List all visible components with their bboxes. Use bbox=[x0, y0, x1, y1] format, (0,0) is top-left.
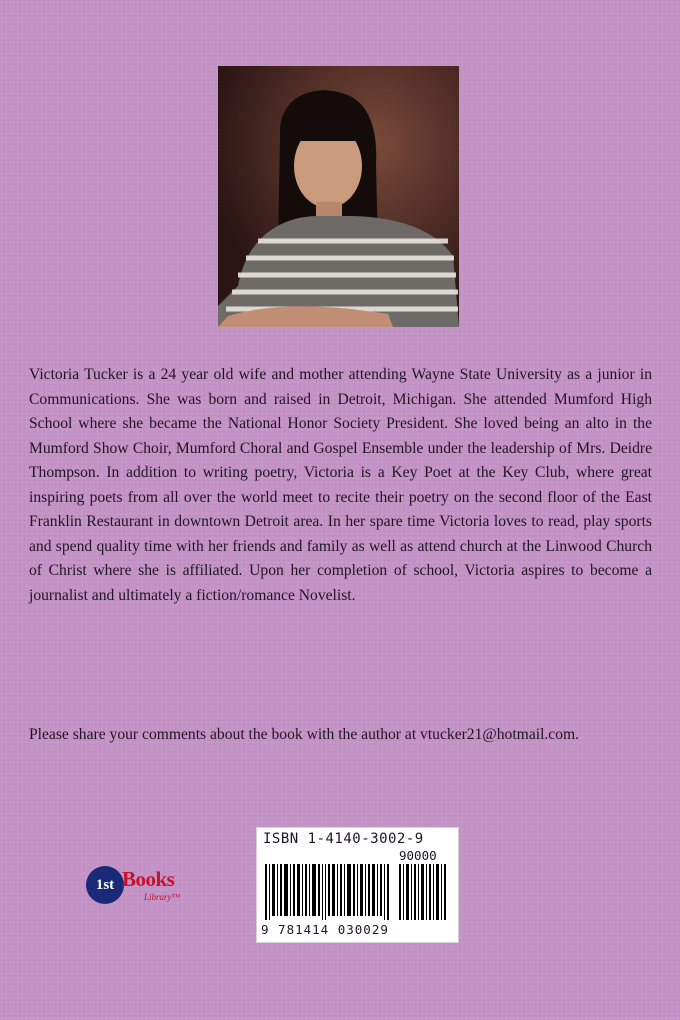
isbn-barcode bbox=[256, 827, 459, 943]
publisher-badge: 1st bbox=[86, 866, 124, 904]
ean-barcode-bars bbox=[265, 864, 393, 920]
publisher-logo bbox=[86, 864, 196, 908]
price-barcode-bars bbox=[397, 864, 451, 920]
contact-note: Please share your comments about the book with the author at vtucker21@hotmail.com. bbox=[29, 726, 580, 743]
publisher-subtitle: Library™ bbox=[144, 892, 181, 902]
author-photo bbox=[218, 66, 459, 327]
author-bio: Victoria Tucker is a 24 year old wife and mother attending Wayne State University as a junior in Communications. She was born and raised in Detroit, Michigan. She attended Mumford High School where she became the National Honor Society President. She loved being an alto in the Mumford Show Choir, Mumford Choral and Gospel Ensemble under the leadership of Mrs. Deidre Thompson. In addition to writing poetry, Victoria is a Key Poet at the Key Club, where great inspiring poets from all over the world meet to recite their poetry on the second floor of the East Franklin Restaurant in downtown Detroit area. In her spare time Victoria loves to read, play sports and spend quality time with her friends and family as well as attend church at the Linwood Church of Christ where she is affiliated. Upon her completion of school, Victoria aspires to become a journalist and ultimately a fiction/romance Novelist. bbox=[29, 366, 652, 604]
price-code: 90000 bbox=[399, 848, 437, 863]
publisher-name: Books bbox=[122, 867, 175, 891]
isbn-number: ISBN 1-4140-3002-9 bbox=[263, 831, 424, 847]
ean-number: 9 781414 030029 bbox=[261, 922, 389, 937]
